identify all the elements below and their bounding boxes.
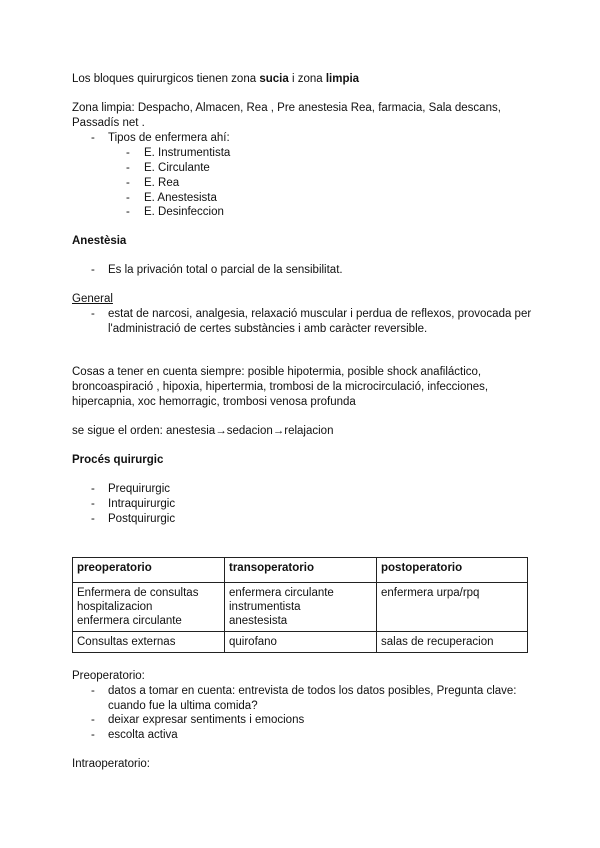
table-row <box>73 583 528 632</box>
table-header: preoperatorio <box>73 558 225 583</box>
zona-limpia-line2: Passadís net . <box>72 117 145 129</box>
preop-item-cont: cuando fue la ultima comida? <box>108 700 258 712</box>
table-cell: enfermera urpa/rpq <box>377 583 528 632</box>
bullet-dash: - <box>91 729 95 741</box>
anestesia-definition: Es la privación total o parcial de la sensibilitat. <box>108 264 343 276</box>
general-line1: estat de narcosi, analgesia, relaxació muscular i perdua de reflexos, provocada per <box>108 308 532 320</box>
table-cell: quirofano <box>225 632 377 653</box>
tipo-item: E. Rea <box>144 177 180 189</box>
bullet-dash: - <box>91 132 95 144</box>
bullet-dash: - <box>126 206 130 218</box>
bullet-dash: - <box>91 685 95 697</box>
intraop-heading: Intraoperatorio: <box>72 758 150 770</box>
preop-heading: Preoperatorio: <box>72 670 145 682</box>
intro-line: Los bloques quirurgicos tienen zona sucia i zona limpia <box>72 73 360 85</box>
table-header: transoperatorio <box>225 558 377 583</box>
tipo-item: E. Desinfeccion <box>144 206 224 218</box>
sucia-term: sucia <box>259 73 289 85</box>
general-line2: l'administració de certes substàncies i amb caràcter reversible. <box>108 323 428 335</box>
bullet-dash: - <box>91 308 95 320</box>
tipo-item: E. Circulante <box>144 162 210 174</box>
phases-table <box>72 557 528 653</box>
proces-item: Prequirurgic <box>108 483 170 495</box>
table-header-row <box>73 558 528 583</box>
limpia-term: limpia <box>325 73 360 85</box>
bullet-dash: - <box>91 498 95 510</box>
bullet-dash: - <box>126 147 130 159</box>
preop-item: deixar expresar sentiments i emocions <box>108 714 305 726</box>
bullet-dash: - <box>126 162 130 174</box>
proces-item: Intraquirurgic <box>108 498 176 510</box>
tipo-item: E. Instrumentista <box>144 147 231 159</box>
cosas-line3: hipercapnia, xoc hemorragic, trombosi venosa profunda <box>72 396 356 408</box>
preop-item: escolta activa <box>108 729 178 741</box>
tipos-label: Tipos de enfermera ahí: <box>108 132 230 144</box>
table-cell: enfermera circulante instrumentista anestesista <box>225 583 377 632</box>
bullet-dash: - <box>91 513 95 525</box>
orden-line: se sigue el orden: anestesia→sedacion→relajacion <box>72 425 334 437</box>
proces-heading: Procés quirurgic <box>72 454 164 466</box>
bullet-dash: - <box>91 483 95 495</box>
bullet-dash: - <box>126 177 130 189</box>
bullet-dash: - <box>91 264 95 276</box>
table-cell: salas de recuperacion <box>377 632 528 653</box>
general-heading: General <box>72 293 113 305</box>
preop-item: datos a tomar en cuenta: entrevista de todos los datos posibles, Pregunta clave: <box>108 685 517 697</box>
table-header: postoperatorio <box>377 558 528 583</box>
cosas-line2: broncoaspiració , hipoxia, hipertermia, trombosi de la microcirculació, infecciones, <box>72 381 489 393</box>
table-cell: Enfermera de consultas hospitalizacion enfermera circulante <box>73 583 225 632</box>
tipo-item: E. Anestesista <box>144 192 217 204</box>
table-row <box>73 632 528 653</box>
bullet-dash: - <box>91 714 95 726</box>
bullet-dash: - <box>126 192 130 204</box>
zona-limpia-line1: Zona limpia: Despacho, Almacen, Rea , Pre anestesia Rea, farmacia, Sala descans, <box>72 102 501 114</box>
anestesia-heading: Anestèsia <box>72 235 127 247</box>
table-cell: Consultas externas <box>73 632 225 653</box>
cosas-line1: Cosas a tener en cuenta siempre: posible hipotermia, posible shock anafiláctico, <box>72 366 482 378</box>
proces-item: Postquirurgic <box>108 513 176 525</box>
